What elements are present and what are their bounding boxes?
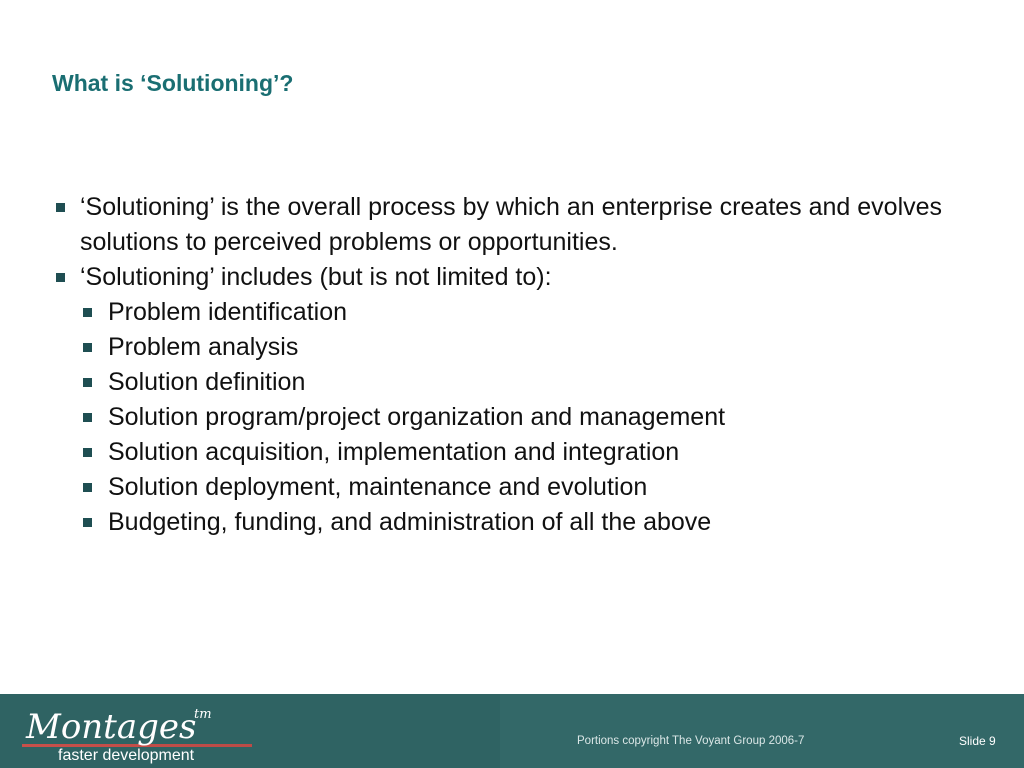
sub-bullet-text: Solution acquisition, implementation and integration xyxy=(108,438,680,466)
square-bullet-icon xyxy=(83,518,92,527)
sub-bullet-item xyxy=(56,505,986,540)
sub-bullet-item xyxy=(56,435,986,470)
square-bullet-icon xyxy=(83,343,92,352)
square-bullet-icon xyxy=(56,203,65,212)
sub-bullet-item xyxy=(56,470,986,505)
copyright-text: Portions copyright The Voyant Group 2006-7 xyxy=(577,735,805,747)
sub-bullet-item xyxy=(56,400,986,435)
sub-bullet-item xyxy=(56,295,986,330)
bullet-item xyxy=(56,260,986,295)
slide-number: Slide 9 xyxy=(959,734,996,748)
logo-trademark: tm xyxy=(194,707,212,722)
montages-logo xyxy=(22,700,252,766)
bullet-text: ‘Solutioning’ is the overall process by which an enterprise creates and evolves solutions to perceived problems or opportunities. xyxy=(80,193,943,256)
square-bullet-icon xyxy=(83,378,92,387)
sub-bullet-text: Problem identification xyxy=(108,298,348,326)
slide-footer xyxy=(0,694,1024,768)
sub-bullet-text: Problem analysis xyxy=(108,333,299,361)
bullet-text: ‘Solutioning’ includes (but is not limited to): xyxy=(80,263,552,291)
sub-bullet-text: Solution definition xyxy=(108,368,306,396)
logo-tagline: faster development xyxy=(58,747,195,764)
square-bullet-icon xyxy=(83,413,92,422)
square-bullet-icon xyxy=(83,483,92,492)
square-bullet-icon xyxy=(83,448,92,457)
slide-title: What is ‘Solutioning’? xyxy=(52,70,294,96)
sub-bullet-item xyxy=(56,365,986,400)
logo-wordmark: Montages xyxy=(26,707,197,747)
bullet-list xyxy=(56,190,986,540)
square-bullet-icon xyxy=(83,308,92,317)
sub-bullet-text: Budgeting, funding, and administration of all the above xyxy=(108,508,712,536)
sub-bullet-text: Solution deployment, maintenance and evolution xyxy=(108,473,648,501)
sub-bullet-text: Solution program/project organization and management xyxy=(108,403,726,431)
bullet-item xyxy=(56,190,986,260)
square-bullet-icon xyxy=(56,273,65,282)
sub-bullet-item xyxy=(56,330,986,365)
